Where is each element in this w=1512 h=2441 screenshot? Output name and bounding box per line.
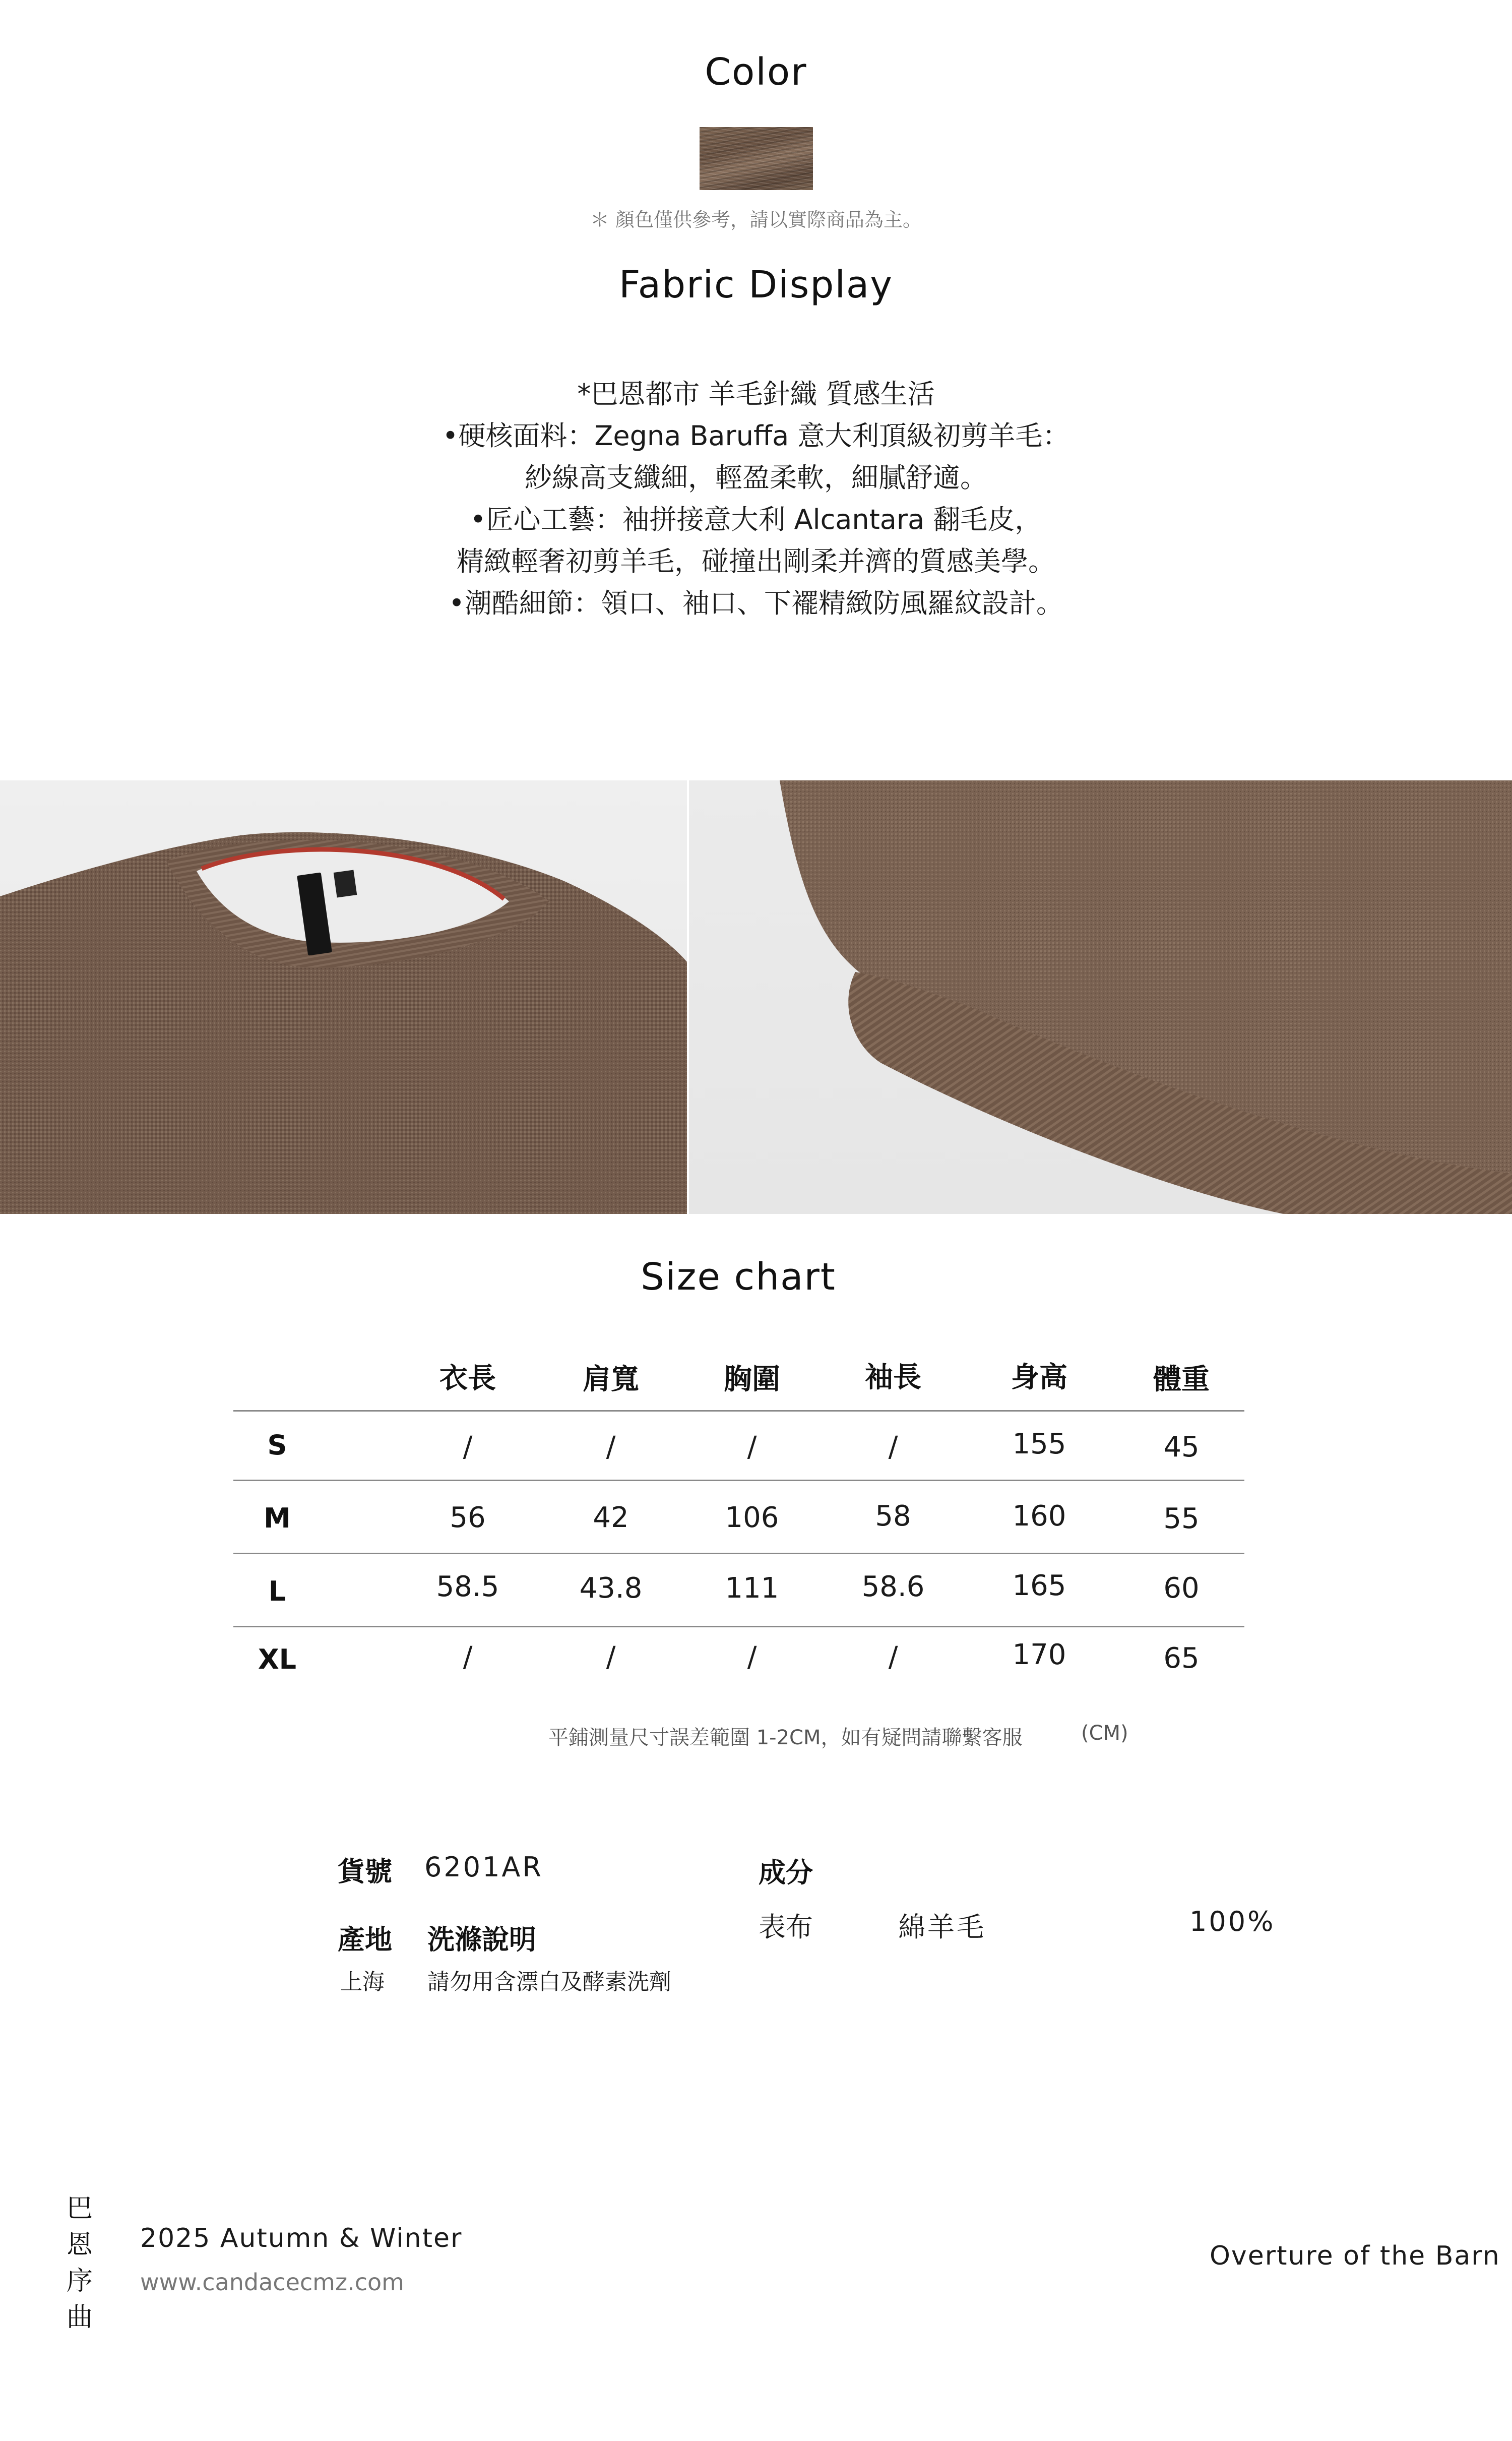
color-heading: Color	[705, 50, 807, 94]
fabric-line: 紗線高支纖細，輕盈柔軟，細膩舒適。	[525, 462, 987, 494]
column-header: 衣長	[439, 1362, 496, 1395]
table-divider	[233, 1553, 1244, 1554]
size-unit: (CM)	[1081, 1722, 1128, 1745]
sku-label: 貨號	[338, 1856, 392, 1887]
size-label: M	[264, 1502, 291, 1534]
brand-char: 恩	[66, 2230, 93, 2260]
table-cell: 111	[725, 1572, 779, 1605]
table-cell: 170	[1012, 1638, 1066, 1671]
fabric-line: *巴恩都市 羊毛針織 質感生活	[577, 378, 935, 410]
table-cell: /	[747, 1431, 757, 1463]
column-header: 體重	[1153, 1363, 1210, 1396]
sku-value: 6201AR	[424, 1851, 543, 1883]
size-label: XL	[258, 1643, 297, 1675]
table-cell: 58.5	[436, 1570, 499, 1603]
table-cell: /	[888, 1641, 898, 1674]
composition-part: 表布	[759, 1911, 813, 1943]
brand-vertical	[65, 2190, 95, 2336]
table-divider	[233, 1410, 1244, 1412]
column-header: 胸圍	[724, 1363, 780, 1396]
table-cell: 155	[1012, 1428, 1066, 1460]
table-cell: 58	[875, 1500, 911, 1533]
table-cell: /	[463, 1641, 473, 1674]
table-cell: 58.6	[861, 1570, 925, 1603]
table-cell: 42	[593, 1501, 629, 1534]
size-chart-heading: Size chart	[641, 1255, 836, 1299]
color-swatch[interactable]	[700, 127, 813, 190]
fabric-line: •潮酷細節：領口、袖口、下襬精緻防風羅紋設計。	[449, 587, 1063, 619]
table-cell: 106	[725, 1501, 779, 1534]
table-cell: 65	[1163, 1642, 1200, 1675]
column-header: 袖長	[865, 1361, 921, 1394]
table-cell: 55	[1163, 1502, 1200, 1535]
size-label: S	[267, 1429, 287, 1461]
brand-tagline: Overture of the Barn	[1210, 2241, 1500, 2271]
fabric-line: •匠心工藝：袖拼接意大利 Alcantara 翻毛皮，	[470, 504, 1042, 535]
color-note: ＊ 顏色僅供參考，請以實際商品為主。	[590, 209, 922, 231]
table-cell: /	[606, 1641, 616, 1674]
fabric-description	[0, 373, 1512, 624]
column-header: 身高	[1011, 1361, 1067, 1394]
fabric-line: •硬核面料：Zegna Baruffa 意大利頂級初剪羊毛：	[442, 420, 1070, 452]
hem-illustration	[689, 780, 1512, 1214]
brand-char: 序	[66, 2266, 93, 2296]
fabric-heading: Fabric Display	[618, 263, 894, 307]
hem-detail-photo	[689, 780, 1512, 1214]
table-divider	[233, 1626, 1244, 1627]
origin-value: 上海	[340, 1969, 385, 1995]
table-cell: /	[463, 1431, 473, 1463]
composition-material: 綿羊毛	[898, 1911, 986, 1943]
collar-illustration	[0, 780, 687, 1214]
column-header: 肩寬	[583, 1363, 639, 1396]
table-cell: 165	[1012, 1569, 1066, 1602]
table-cell: 45	[1163, 1431, 1200, 1463]
composition-label: 成分	[759, 1857, 813, 1888]
website-link[interactable]: www.candacecmz.com	[140, 2269, 404, 2296]
table-cell: 56	[450, 1501, 486, 1534]
size-label: L	[268, 1575, 286, 1607]
table-divider	[233, 1480, 1244, 1481]
brand-char: 巴	[66, 2193, 93, 2224]
brand-char: 曲	[66, 2302, 93, 2333]
fabric-line: 精緻輕奢初剪羊毛，碰撞出剛柔并濟的質感美學。	[457, 545, 1055, 577]
collar-detail-photo	[0, 780, 687, 1214]
composition-percent: 100%	[1189, 1906, 1276, 1937]
table-cell: /	[606, 1431, 616, 1463]
wash-value: 請勿用含漂白及酵素洗劑	[427, 1969, 671, 1995]
table-cell: /	[747, 1641, 757, 1674]
table-cell: 160	[1012, 1500, 1066, 1533]
table-cell: /	[888, 1431, 898, 1463]
wash-label: 洗滌說明	[427, 1924, 536, 1956]
season-text: 2025 Autumn & Winter	[140, 2223, 463, 2253]
size-note: 平鋪測量尺寸誤差範圍 1-2CM，如有疑問請聯繫客服	[548, 1726, 1023, 1749]
origin-label: 產地	[338, 1924, 392, 1956]
table-cell: 43.8	[579, 1572, 643, 1605]
table-cell: 60	[1163, 1572, 1200, 1605]
